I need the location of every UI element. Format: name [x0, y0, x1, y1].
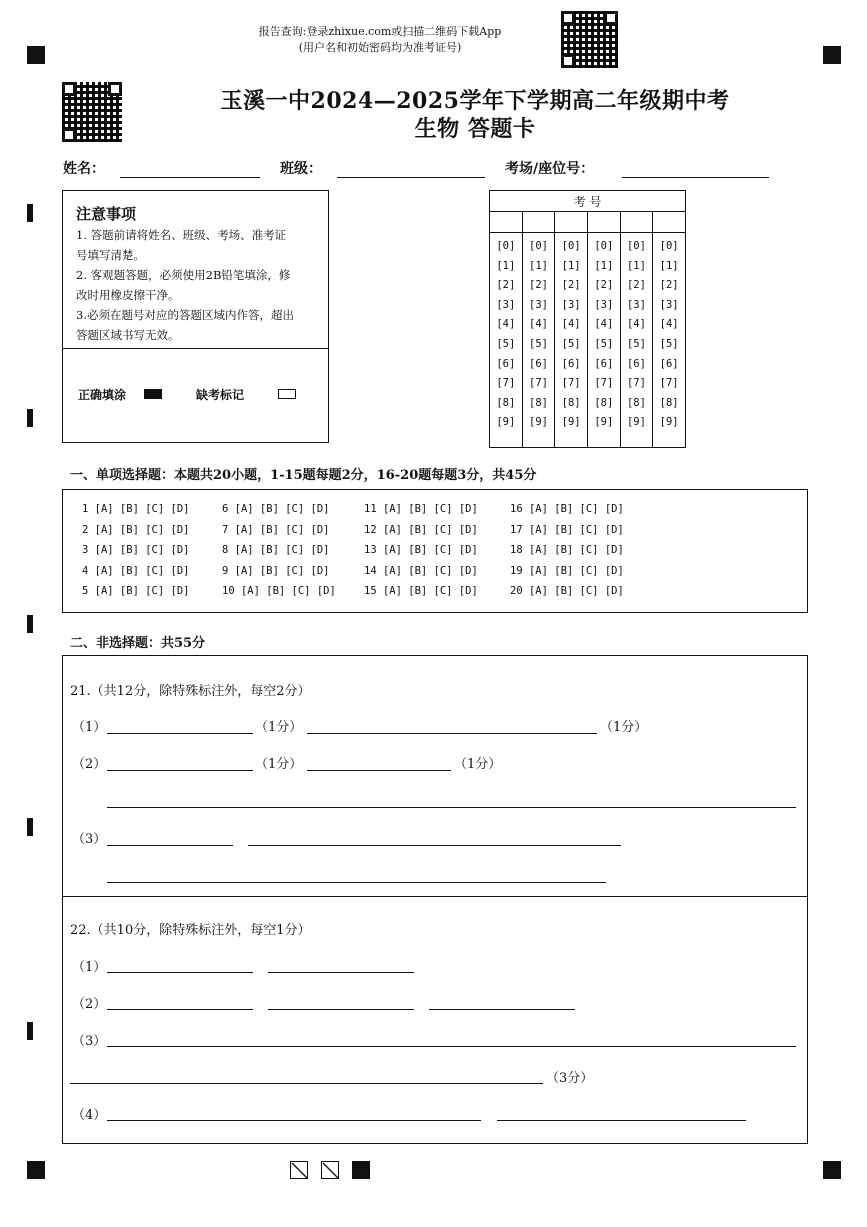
q22-1-blank-a[interactable] — [107, 972, 253, 973]
exam-id-bubble[interactable]: [5] — [659, 337, 679, 350]
name-label: 姓名： — [63, 161, 105, 177]
q21-part2-label: （2） — [72, 757, 107, 772]
exam-id-column[interactable] — [653, 233, 686, 448]
qr-code-card — [62, 82, 122, 142]
exam-id-bubble[interactable]: [5] — [529, 337, 548, 350]
exam-id-bubble[interactable]: [2] — [659, 279, 679, 292]
q22-3-blank-b[interactable] — [70, 1083, 543, 1084]
exam-id-bubble[interactable]: [6] — [529, 357, 548, 370]
exam-id-grid — [489, 190, 686, 448]
timing-mark — [27, 818, 33, 836]
mc-question-row[interactable]: 4 [A] [B] [C] [D] — [82, 564, 190, 577]
mc-question-row[interactable]: 9 [A] [B] [C] [D] — [222, 564, 330, 577]
exam-id-digit-box[interactable] — [490, 212, 523, 233]
exam-id-bubble[interactable]: [9] — [496, 416, 516, 429]
section2-title: 二、非选择题：共55分 — [70, 636, 206, 651]
exam-id-bubble[interactable]: [7] — [496, 377, 516, 390]
q22-part1-label: （1） — [72, 960, 107, 975]
name-field[interactable] — [120, 177, 260, 178]
q22-part3-label: （3） — [72, 1034, 107, 1049]
absent-label: 缺考标记 — [196, 388, 245, 402]
exam-id-bubble[interactable]: [6] — [626, 357, 646, 370]
q21-1-points-a: （1分） — [255, 720, 303, 735]
mc-question-row[interactable]: 11 [A] [B] [C] [D] — [364, 503, 478, 515]
exam-id-column[interactable] — [620, 233, 653, 448]
q21-part3-label: （3） — [72, 832, 107, 847]
mc-question-row[interactable]: 3 [A] [B] [C] [D] — [82, 544, 190, 556]
q21-2-points-b: （1分） — [454, 757, 502, 772]
notes-item: 改时用橡皮擦干净。 — [76, 288, 180, 302]
exam-id-bubble[interactable]: [3] — [626, 298, 646, 311]
exam-id-bubble[interactable]: [7] — [561, 377, 581, 390]
class-field[interactable] — [337, 177, 485, 178]
seat-label: 考场/座位号： — [505, 161, 595, 177]
exam-id-bubble[interactable]: [8] — [496, 396, 516, 409]
exam-id-header: 考 号 — [490, 191, 686, 212]
exam-id-bubble[interactable]: [8] — [529, 396, 548, 409]
exam-id-bubble[interactable]: [7] — [594, 377, 614, 390]
exam-id-bubble[interactable]: [6] — [496, 357, 516, 370]
corner-mark-bottom-right — [823, 1161, 841, 1179]
report-query-note — [200, 24, 560, 56]
exam-id-bubble[interactable]: [0] — [594, 240, 614, 252]
exam-id-bubble[interactable]: [1] — [594, 259, 614, 272]
q22-2-blank-b[interactable] — [268, 1009, 414, 1010]
exam-id-bubble[interactable]: [9] — [626, 416, 646, 429]
mc-question-row[interactable]: 10 [A] [B] [C] [D] — [222, 585, 336, 597]
exam-id-bubble[interactable]: [9] — [594, 416, 614, 429]
corner-mark-top-left — [27, 46, 45, 64]
mc-question-row[interactable]: 8 [A] [B] [C] [D] — [222, 544, 330, 556]
q22-4-blank-a[interactable] — [107, 1120, 481, 1121]
mc-question-row[interactable]: 15 [A] [B] [C] [D] — [364, 585, 478, 597]
corner-mark-bottom-left — [27, 1161, 45, 1179]
exam-id-bubble[interactable]: [6] — [561, 357, 581, 370]
exam-id-bubble[interactable]: [0] — [529, 240, 548, 252]
notes-divider — [63, 348, 328, 349]
exam-id-bubble[interactable]: [6] — [594, 357, 614, 370]
q21-1-blank-b[interactable] — [307, 733, 597, 734]
exam-id-column[interactable] — [555, 233, 588, 448]
mc-question-row[interactable]: 17 [A] [B] [C] [D] — [510, 523, 624, 536]
exam-id-bubble[interactable]: [4] — [659, 318, 679, 331]
exam-id-bubble[interactable]: [1] — [561, 259, 581, 272]
report-query-line2: (用户名和初始密码均为准考证号) — [298, 41, 462, 54]
q22-4-blank-b[interactable] — [497, 1120, 746, 1121]
notes-list — [76, 225, 316, 345]
exam-id-bubble[interactable]: [2] — [496, 279, 516, 292]
exam-id-bubble[interactable]: [3] — [561, 298, 581, 311]
exam-id-column[interactable] — [522, 233, 555, 448]
exam-id-bubble[interactable]: [8] — [594, 396, 614, 409]
page-title: 玉溪一中2024—2025学年下学期高二年级期中考 — [220, 88, 730, 114]
exam-id-bubble[interactable]: [9] — [561, 416, 581, 429]
report-query-line1: 报告查询:登录zhixue.com或扫描二维码下载App — [258, 25, 502, 38]
q22-part2-label: （2） — [72, 997, 107, 1012]
absent-checkbox[interactable] — [278, 389, 296, 399]
exam-id-bubble[interactable]: [4] — [529, 318, 548, 331]
exam-id-bubble[interactable]: [2] — [626, 279, 646, 292]
mc-question-row[interactable]: 1 [A] [B] [C] [D] — [82, 503, 190, 515]
exam-id-bubble[interactable]: [5] — [594, 337, 614, 350]
exam-id-bubble[interactable]: [3] — [594, 298, 614, 311]
page-code-box-filled — [352, 1161, 370, 1179]
exam-id-bubble[interactable]: [9] — [529, 416, 548, 429]
exam-id-bubble[interactable]: [0] — [626, 240, 646, 252]
exam-id-digit-box[interactable] — [522, 212, 555, 233]
mc-question-row[interactable]: 13 [A] [B] [C] [D] — [364, 544, 478, 556]
section1-title: 一、单项选择题：本题共20小题，1-15题每题2分，16-20题每题3分，共45分 — [70, 468, 537, 483]
exam-id-column[interactable] — [587, 233, 620, 448]
q21-part1-label: （1） — [72, 720, 107, 735]
seat-field[interactable] — [622, 177, 769, 178]
exam-id-bubble[interactable]: [7] — [626, 377, 646, 390]
mc-question-row[interactable]: 18 [A] [B] [C] [D] — [510, 544, 624, 556]
exam-id-bubble[interactable]: [1] — [659, 259, 679, 272]
exam-id-bubble[interactable]: [2] — [594, 279, 614, 292]
exam-id-bubble[interactable]: [2] — [529, 279, 548, 292]
notes-item: 2. 客观题答题，必须使用2B铅笔填涂，修 — [76, 268, 291, 282]
exam-id-bubble[interactable]: [4] — [594, 318, 614, 331]
q21-3-blank-b[interactable] — [248, 845, 621, 846]
q22-3-points: （3分） — [546, 1071, 594, 1086]
exam-id-column[interactable] — [490, 233, 523, 448]
timing-mark — [27, 1022, 33, 1040]
q21-2-blank-b[interactable] — [307, 770, 451, 771]
notes-box — [62, 190, 329, 443]
q21-2-blank-c[interactable] — [107, 807, 796, 808]
exam-id-bubble[interactable]: [4] — [496, 318, 516, 331]
exam-id-bubble[interactable]: [4] — [561, 318, 581, 331]
notes-item: 1. 答题前请将姓名、班级、考场、准考证 — [76, 228, 287, 242]
qr-code-download-app — [561, 11, 618, 68]
q22-2-blank-c[interactable] — [429, 1009, 575, 1010]
exam-id-bubble[interactable]: [8] — [626, 396, 646, 409]
exam-id-bubble[interactable]: [1] — [529, 259, 548, 272]
exam-id-bubble[interactable]: [3] — [496, 298, 516, 311]
exam-id-bubble[interactable]: [5] — [626, 337, 646, 350]
mc-question-row[interactable]: 2 [A] [B] [C] [D] — [82, 523, 190, 536]
exam-id-digit-box[interactable] — [620, 212, 653, 233]
exam-id-digit-box[interactable] — [653, 212, 686, 233]
timing-mark — [27, 409, 33, 427]
exam-id-bubble[interactable]: [4] — [626, 318, 646, 331]
mc-question-row[interactable]: 19 [A] [B] [C] [D] — [510, 564, 624, 577]
q21-2-points-a: （1分） — [255, 757, 303, 772]
notes-title: 注意事项 — [76, 205, 137, 223]
q22-2-blank-a[interactable] — [107, 1009, 253, 1010]
corner-mark-top-right — [823, 46, 841, 64]
exam-id-bubble[interactable]: [5] — [496, 337, 516, 350]
exam-id-bubble[interactable]: [7] — [659, 377, 679, 390]
exam-id-bubble[interactable]: [6] — [659, 357, 679, 370]
exam-id-digit-box[interactable] — [587, 212, 620, 233]
mc-question-row[interactable]: 6 [A] [B] [C] [D] — [222, 503, 330, 515]
exam-id-digit-box[interactable] — [555, 212, 588, 233]
exam-id-bubble[interactable]: [0] — [561, 240, 581, 252]
notes-item: 3.必须在题号对应的答题区域内作答，超出 — [76, 308, 294, 322]
exam-id-bubble[interactable]: [3] — [529, 298, 548, 311]
q21-3-blank-c[interactable] — [107, 882, 606, 883]
mc-question-row[interactable]: 20 [A] [B] [C] [D] — [510, 585, 624, 597]
correct-fill-label: 正确填涂 — [78, 388, 127, 402]
mc-question-row[interactable]: 16 [A] [B] [C] [D] — [510, 503, 624, 515]
mc-question-row[interactable]: 14 [A] [B] [C] [D] — [364, 564, 478, 577]
q21-1-points-b: （1分） — [600, 720, 648, 735]
mc-question-row[interactable]: 12 [A] [B] [C] [D] — [364, 523, 478, 536]
exam-id-bubble[interactable]: [5] — [561, 337, 581, 350]
notes-item: 答题区域书写无效。 — [76, 328, 180, 342]
page-subtitle: 生物 答题卡 — [414, 116, 536, 142]
exam-id-bubble[interactable]: [8] — [659, 396, 679, 409]
exam-id-bubble[interactable]: [3] — [659, 298, 679, 311]
q22-header: 22.（共10分，除特殊标注外，每空1分） — [70, 923, 311, 938]
exam-id-bubble[interactable]: [1] — [496, 259, 516, 272]
q21-2-blank-a[interactable] — [107, 770, 253, 771]
q21-1-blank-a[interactable] — [107, 733, 253, 734]
mc-question-row[interactable]: 5 [A] [B] [C] [D] — [82, 585, 190, 597]
q21-header: 21.（共12分，除特殊标注外，每空2分） — [70, 684, 311, 699]
correct-fill-example — [144, 389, 162, 399]
exam-id-bubble[interactable]: [7] — [529, 377, 548, 390]
timing-mark — [27, 615, 33, 633]
exam-id-bubble[interactable]: [2] — [561, 279, 581, 292]
q22-part4-label: （4） — [72, 1108, 107, 1123]
q22-1-blank-b[interactable] — [268, 972, 414, 973]
page-code-box-crossed — [290, 1161, 308, 1179]
page-code-box-crossed — [321, 1161, 339, 1179]
mc-question-row[interactable]: 7 [A] [B] [C] [D] — [222, 523, 330, 536]
q21-3-blank-a[interactable] — [107, 845, 233, 846]
q22-3-blank-a[interactable] — [107, 1046, 796, 1047]
exam-id-bubble[interactable]: [8] — [561, 396, 581, 409]
notes-item: 号填写清楚。 — [76, 248, 145, 262]
exam-id-bubble[interactable]: [0] — [496, 240, 516, 252]
exam-id-bubble[interactable]: [1] — [626, 259, 646, 272]
exam-id-bubble[interactable]: [0] — [659, 240, 679, 252]
class-label: 班级： — [280, 161, 322, 177]
exam-id-bubble[interactable]: [9] — [659, 416, 679, 429]
timing-mark — [27, 204, 33, 222]
